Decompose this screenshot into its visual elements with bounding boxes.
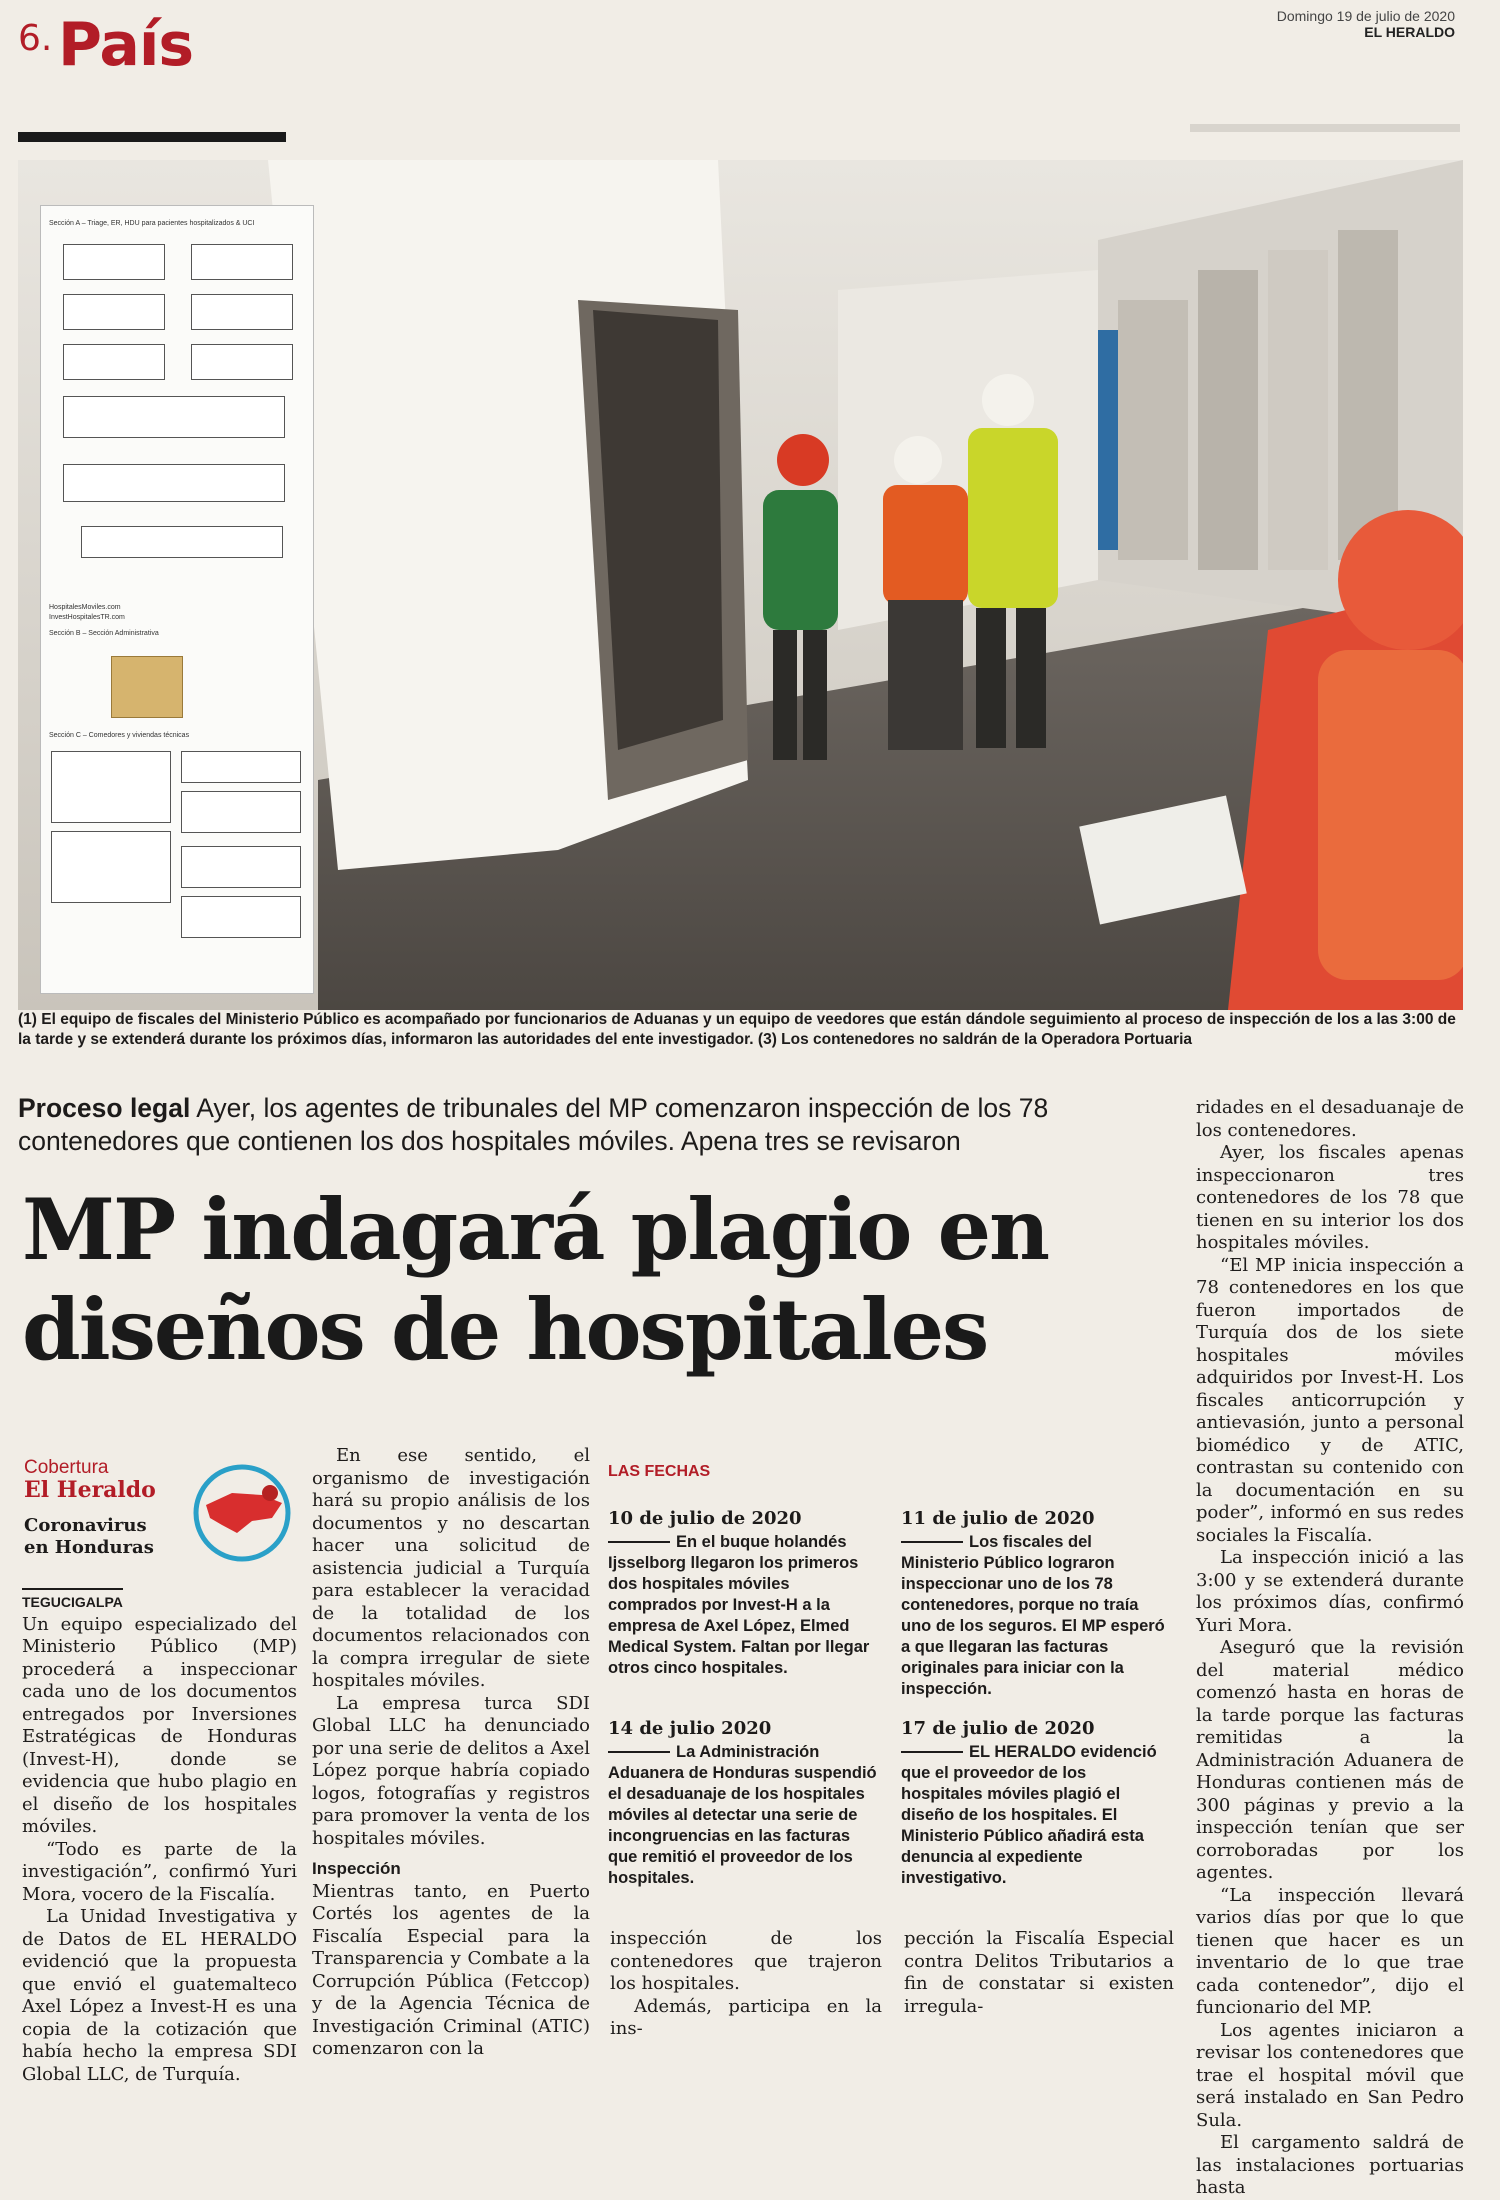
col5-paragraph: ridades en el desaduanaje de los contenedores. [1196,1097,1464,1141]
article-column-2 [312,1445,590,2061]
col2-paragraph: En ese sentido, el organismo de investigación hará su propio análisis de los documentos y no descartan hacer una solicitud de asistencia judicial a Turquía para establecer la veracidad de la totalidad de los documentos relacionados con la compra irregular de siete hospitales móviles. [312,1445,590,1691]
photo-caption: (1) El equipo de fiscales del Ministerio Público es acompañado por funcionarios de Aduanas y un equipo de veedores que están dándole seguimiento al proceso de inspección de los a las 3:00 de la tarde y se extenderá durante los próximos días, informaron las autoridades del ente investigador. (3) Los contenedores no saldrán de la Operadora Portuaria [18,1011,1456,1048]
timeline-title: LAS FECHAS [608,1463,711,1480]
coverage-badge [22,1455,297,1573]
timeline-date: 14 de julio 2020 [608,1718,772,1739]
edition-date: Domingo 19 de julio de 2020 [1276,8,1455,24]
badge-brand: El Heraldo [24,1477,156,1503]
design-room [191,244,293,280]
timeline-box [608,1463,1163,1901]
col5-paragraph: Aseguró que la revisión del material médico comenzó hasta en horas de la tarde porque las facturas remitidas a la Administración Aduanera de Honduras contienen más de 300 páginas y previo a la inspección tenían que ser corroboradas por los agentes. [1196,1637,1464,1883]
design-url-1: HospitalesMoviles.com [49,604,121,611]
hospital-design-sheet [40,205,314,994]
design-room [181,791,301,833]
timeline-item [608,1718,878,1889]
col5-paragraph: La inspección inició a las 3:00 y se extenderá durante los próximos días, confirmó Yuri Mora. [1196,1547,1464,1636]
col5-paragraph: Ayer, los fiscales apenas inspeccionaron tres contenedores de los 78 que tienen en su interior los dos hospitales móviles. [1196,1142,1464,1253]
timeline-date: 10 de julio de 2020 [608,1508,802,1529]
article-column-3 [610,1928,882,2041]
design-room [81,526,283,558]
col1-paragraph: “Todo es parte de la investigación”, confirmó Yuri Mora, vocero de la Fiscalía. [22,1838,297,1905]
col5-paragraph: “La inspección llevará varios días por que lo que tienen que hacer es un inventario de lo que trae cada contenedor”, dijo el funcionario del MP. [1196,1884,1464,2018]
badge-topic-line2: en Honduras [24,1537,154,1558]
design-admin-block [111,656,183,718]
design-room [181,846,301,888]
col2-paragraph: Mientras tanto, en Puerto Cortés los agentes de la Fiscalía Especial para la Transparencia y Combate a la Corrupción Pública (Fetccop) y de la Agencia Técnica de Investigación Criminal (ATIC) comenzaron con la [312,1880,590,2059]
main-photo [18,160,1463,1010]
timeline-date: 11 de julio de 2020 [901,1508,1095,1529]
timeline-date: 17 de julio de 2020 [901,1718,1095,1739]
timeline-text: En el buque holandés Ijsselborg llegaron los primeros dos hospitales móviles comprados por Invest-H a la empresa de Axel López, Elmed Medical System. Faltan por llegar otros cinco hospitales. [608,1533,870,1677]
timeline-item [901,1718,1171,1889]
article-column-1 [22,1582,297,2086]
col1-paragraph: La Unidad Investigativa y de Datos de EL HERALDO evidenció que la propuesta que envió el guatemalteco Axel López a Invest-H es una copia de la cotización que había hecho la empresa SDI Global LLC, de Turquía. [22,1906,297,2085]
article-deck [18,1092,1148,1158]
design-room [51,751,171,823]
timeline-text: La Administración Aduanera de Honduras suspendió el desaduanaje de los hospitales móviles al detectar una serie de incongruencias en las facturas que remitió el proveedor de los hospitales. [608,1743,877,1887]
design-section-a: Sección A – Triage, ER, HDU para pacientes hospitalizados & UCI [49,220,255,227]
dash-rule [608,1541,670,1543]
design-room [51,831,171,903]
honduras-map-icon [192,1463,292,1563]
timeline-text: EL HERALDO evidenció que el proveedor de los hospitales móviles plagió el diseño de los hospitales. El Ministerio Público añadirá esta denuncia al expediente investigativo. [901,1743,1157,1887]
col3-paragraph: inspección de los contenedores que trajeron los hospitales. [610,1928,882,1994]
col4-paragraph: pección la Fiscalía Especial contra Delitos Tributarios a fin de constatar si existen irregula- [904,1928,1174,2017]
section-number: 6. [18,18,53,59]
design-room [63,396,285,438]
timeline-item [608,1508,878,1679]
badge-topic [24,1515,154,1559]
design-url-2: InvestHospitalesTR.com [49,614,125,621]
section-name: País [58,10,194,80]
dash-rule [901,1751,963,1753]
design-room [63,344,165,380]
dash-rule [901,1541,963,1543]
deck-text: Ayer, los agentes de tribunales del MP comenzaron inspección de los 78 contenedores que contienen los dos hospitales móviles. Apena tres se revisaron [18,1093,1049,1156]
deck-kicker: Proceso legal [18,1093,191,1123]
placeline: TEGUCIGALPA [22,1588,123,1614]
badge-coverage-label: Cobertura [24,1457,109,1478]
col5-paragraph: Los agentes iniciaron a revisar los contenedores que trae el hospital móvil que será instalado en San Pedro Sula. [1196,2019,1464,2131]
col5-paragraph: “El MP inicia inspección a 78 contenedores en los que fueron importados de Turquía dos de los siete hospitales móviles adquiridos por Invest-H. Los fiscales anticorrupción y antievasión, junto a personal biomédico y de ATIC, contrastan su contenido con la documentación en su poder”, informó en sus redes sociales la Fiscalía. [1196,1254,1464,1546]
design-section-c: Sección C – Comedores y viviendas técnicas [49,732,190,739]
col5-paragraph: El cargamento saldrá de las instalaciones portuarias hasta [1196,2132,1464,2198]
col1-paragraph: Un equipo especializado del Ministerio Público (MP) procederá a inspeccionar cada uno de los documentos entregados por Inversiones Estratégicas de Honduras (Invest-H), donde se evidencia que hubo plagio en el diseño de los hospitales móviles. [22,1613,297,1837]
article-column-4 [904,1928,1174,2018]
bleed-through-strip [1190,124,1460,132]
article-headline: MP indagará plagio en diseños de hospitales [22,1180,1049,1379]
design-room [191,294,293,330]
col3-paragraph: Además, participa en la ins- [610,1995,882,2039]
design-room [181,896,301,938]
design-room [63,464,285,502]
section-subhead: Inspección [312,1859,401,1878]
design-room [191,344,293,380]
design-room [63,294,165,330]
design-room [63,244,165,280]
timeline-item [901,1508,1171,1700]
col2-paragraph: La empresa turca SDI Global LLC ha denunciado por una serie de delitos a Axel López porque habría copiado logos, fotografías y registros para promover la venta de los hospitales móviles. [312,1692,590,1849]
section-rule [18,132,286,142]
newspaper-name: EL HERALDO [1364,24,1455,40]
badge-topic-line1: Coronavirus [24,1515,147,1536]
timeline-text: Los fiscales del Ministerio Público lograron inspeccionar uno de los 78 contenedores, porque no traía uno de los seguros. El MP esperó a que llegaran las facturas originales para iniciar con la inspección. [901,1533,1165,1698]
design-section-b: Sección B – Sección Administrativa [49,630,159,637]
design-room [181,751,301,783]
dash-rule [608,1751,670,1753]
article-column-5 [1196,1097,1464,2200]
